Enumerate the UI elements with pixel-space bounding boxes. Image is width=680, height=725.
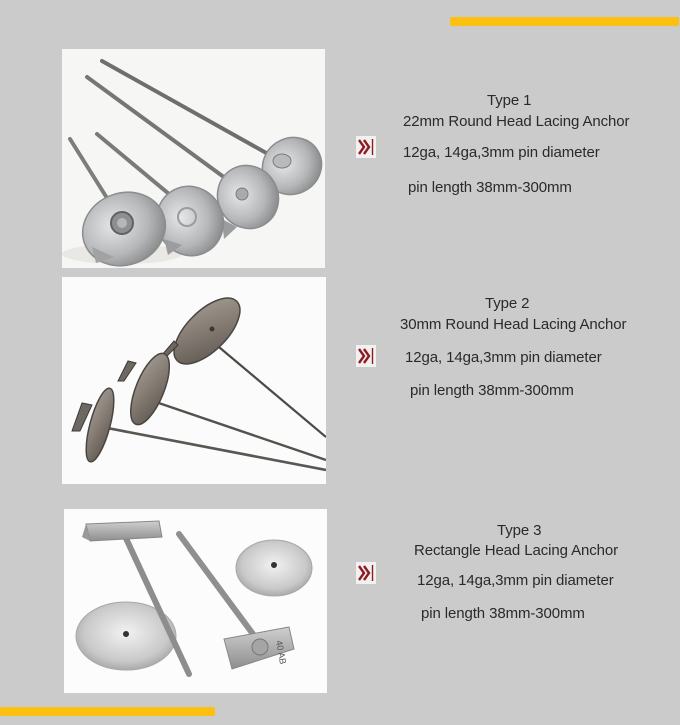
- product-image-type-3: [64, 509, 327, 693]
- product-name: Rectangle Head Lacing Anchor: [414, 542, 619, 559]
- lacing-anchor-rectangle-head-illustration: [64, 509, 327, 693]
- product-length: pin length 38mm-300mm: [410, 382, 574, 399]
- bottom-accent-bar: [0, 707, 215, 716]
- lacing-anchor-30mm-illustration: [62, 277, 326, 484]
- product-type-label: Type 3: [497, 522, 542, 539]
- product-length: pin length 38mm-300mm: [421, 605, 585, 622]
- product-diameter: 12ga, 14ga,3mm pin diameter: [403, 144, 600, 161]
- product-diameter: 12ga, 14ga,3mm pin diameter: [417, 572, 614, 589]
- product-diameter: 12ga, 14ga,3mm pin diameter: [405, 349, 602, 366]
- double-chevron-right-bar-icon: [356, 562, 376, 584]
- product-name: 22mm Round Head Lacing Anchor: [403, 113, 630, 130]
- product-length: pin length 38mm-300mm: [408, 179, 572, 196]
- double-chevron-right-bar-icon: [356, 345, 376, 367]
- product-name: 30mm Round Head Lacing Anchor: [400, 316, 627, 333]
- product-type-label: Type 2: [485, 295, 530, 312]
- product-type-label: Type 1: [487, 92, 532, 109]
- top-accent-bar: [450, 17, 679, 26]
- double-chevron-right-bar-icon: [356, 136, 376, 158]
- product-image-type-1: [62, 49, 325, 268]
- lacing-anchor-22mm-illustration: [62, 49, 325, 268]
- anchor-stamp-text: 40 AB: [274, 639, 289, 666]
- product-image-type-2: [62, 277, 326, 484]
